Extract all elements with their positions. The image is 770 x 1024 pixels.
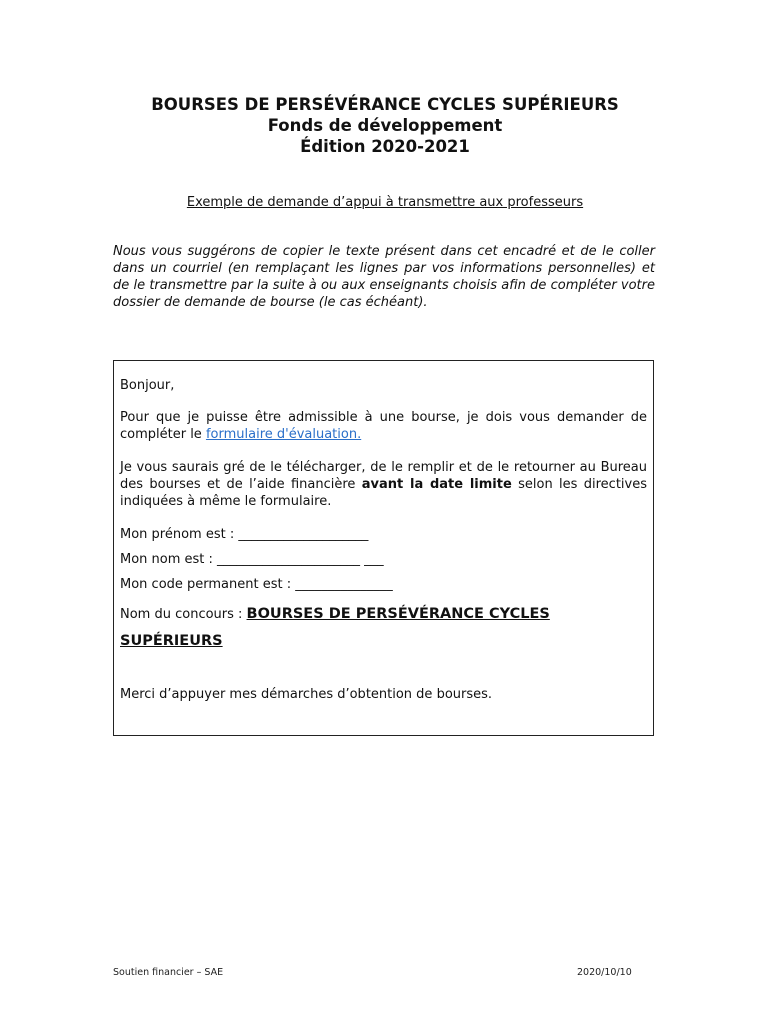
lastname-label: Mon nom est : xyxy=(120,552,218,567)
footer-date: 2020/10/10 xyxy=(577,967,632,978)
request-text: Pour que je puisse être admissible à une bourse, je dois vous demander de compléter le xyxy=(120,410,647,442)
contest-label: Nom du concours : xyxy=(120,607,247,622)
contest-name: BOURSES DE PERSÉVÉRANCE CYCLES SUPÉRIEURS xyxy=(120,606,550,649)
letter-greeting: Bonjour, xyxy=(120,378,175,393)
footer-organization: Soutien financier – SAE xyxy=(113,967,224,978)
letter-template-box xyxy=(113,360,654,736)
title-line-1: BOURSES DE PERSÉVÉRANCE CYCLES SUPÉRIEURS xyxy=(151,95,619,114)
field-permanent-code xyxy=(120,576,647,593)
title-line-3: Édition 2020-2021 xyxy=(300,137,470,156)
letter-closing: Merci d’appuyer mes démarches d’obtention de bourses. xyxy=(120,687,493,702)
document-subtitle: Exemple de demande d’appui à transmettre aux professeurs xyxy=(186,195,584,210)
letter-paragraph-instructions xyxy=(120,459,647,510)
intro-paragraph: Nous vous suggérons de copier le texte présent dans cet encadré et de le coller dans un courriel (en remplaçant les lignes par vos informations personnelles) et de le transmettre par la suite à ou aux enseignants choisis afin de compléter votre dossier de demande de bourse (le cas échéant). xyxy=(113,244,655,310)
contest-line xyxy=(120,601,647,655)
evaluation-form-link[interactable]: formulaire d'évaluation. xyxy=(205,427,362,442)
deadline-emphasis: avant la date limite xyxy=(361,477,512,492)
firstname-blank: ____________________ xyxy=(238,527,369,542)
letter-paragraph-request xyxy=(120,409,647,443)
field-firstname xyxy=(120,526,647,543)
instructions-text-before: Je vous saurais gré de le télécharger, de le remplir et de le retourner au Bureau des bourses et de l’aide financière xyxy=(120,460,647,492)
document-title xyxy=(0,94,770,157)
lastname-blank: ______________________ ___ xyxy=(217,552,384,567)
instructions-text-after: selon les directives indiquées à même le formulaire. xyxy=(120,477,647,509)
letter-body xyxy=(120,377,647,655)
permanent-code-label: Mon code permanent est : xyxy=(120,577,296,592)
field-lastname xyxy=(120,551,647,568)
permanent-code-blank: _______________ xyxy=(295,577,393,592)
firstname-label: Mon prénom est : xyxy=(120,527,239,542)
title-line-2: Fonds de développement xyxy=(267,116,503,135)
